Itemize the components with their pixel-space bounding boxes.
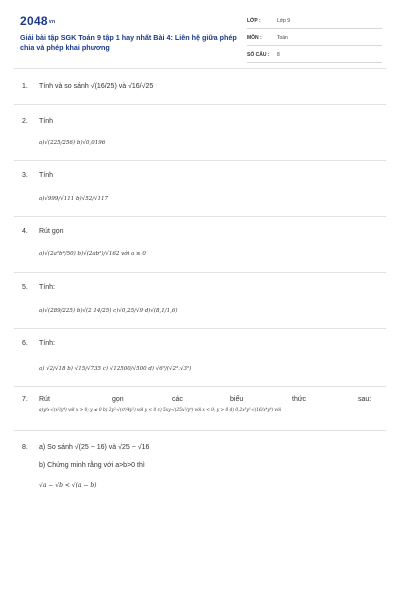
logo-suffix: vn [48,19,56,25]
meta-label: SỐ CÂU : [247,52,270,58]
question-text: Tính và so sánh √(16/25) và √16/√25 [39,83,154,90]
question-formula: a)√(2a²b⁴/50) b)√(2ab²)/√162 với a ≥ 0 [39,251,146,257]
question-number: 8. [22,444,28,451]
question-word: các [172,396,183,403]
question-number: 1. [22,83,28,90]
site-logo[interactable] [20,14,55,28]
meta-question-count [247,48,382,63]
question-text: Tính [39,172,54,179]
question-text: Rút gọn [39,228,64,235]
meta-value: Lớp 9 [277,18,291,24]
question-text: Tính [39,118,54,125]
question-formula: a)√(225/256) b)√0,0196 [39,140,106,146]
question-text: b) Chứng minh rằng với a>b>0 thì [39,462,145,469]
header-divider [14,68,386,69]
question-formula: √a − √b < √(a − b) [39,482,97,489]
question-formula: a) √2/√18 b) √15/√735 c) √12500/√500 d) √6⁵/(√2³.√3⁵) [39,366,192,372]
question-word: sau: [358,396,372,403]
question-number: 4. [22,228,28,235]
question-word: biểu [230,396,244,403]
document-meta [247,14,382,65]
question-divider [14,328,386,329]
question-number: 5. [22,284,28,291]
question-divider [14,386,386,387]
question-text: Tính: [39,340,55,347]
question-word: thức [292,396,307,403]
question-number: 2. [22,118,28,125]
question-word: gọn [112,396,124,403]
question-number: 6. [22,340,28,347]
document-header [20,12,382,60]
question-text: Tính: [39,284,55,291]
question-number: 7. [22,396,28,403]
meta-class [247,14,382,29]
question-divider [14,160,386,161]
question-formula: a)√(289/225) b)√(2 14/25) c)√0,25/√9 d)√(8,1/1,6) [39,308,178,314]
document-title: Giải bài tập SGK Toán 9 tập 1 hay nhất Bài 4: Liên hệ giữa phép chia và phép khai phương [20,33,237,52]
question-number: 3. [22,172,28,179]
question-divider [14,104,386,105]
question-formula: a)y/x·√(x²/y⁴) với x > 0; y ≠ 0 b) 2y²·√(x⁴/4y²) với y < 0 c) 5xy·√(25x²/y⁶) với x < 0; y > 0 d) 0,2x³y³·√(16/x⁴y⁸) với [39,408,281,413]
meta-value: Toán [277,35,288,41]
meta-value: 8 [277,52,280,58]
question-text: a) So sánh √(25 − 16) và √25 − √16 [39,444,150,451]
meta-label: MÔN : [247,35,262,41]
question-formula: a)√999/√111 b)√52/√117 [39,196,109,202]
question-divider [14,272,386,273]
question-divider [14,430,386,431]
logo-text: 2048 [20,14,48,28]
question-divider [14,216,386,217]
meta-label: LỚP : [247,18,261,24]
question-word: Rút [39,396,50,403]
meta-subject [247,31,382,46]
